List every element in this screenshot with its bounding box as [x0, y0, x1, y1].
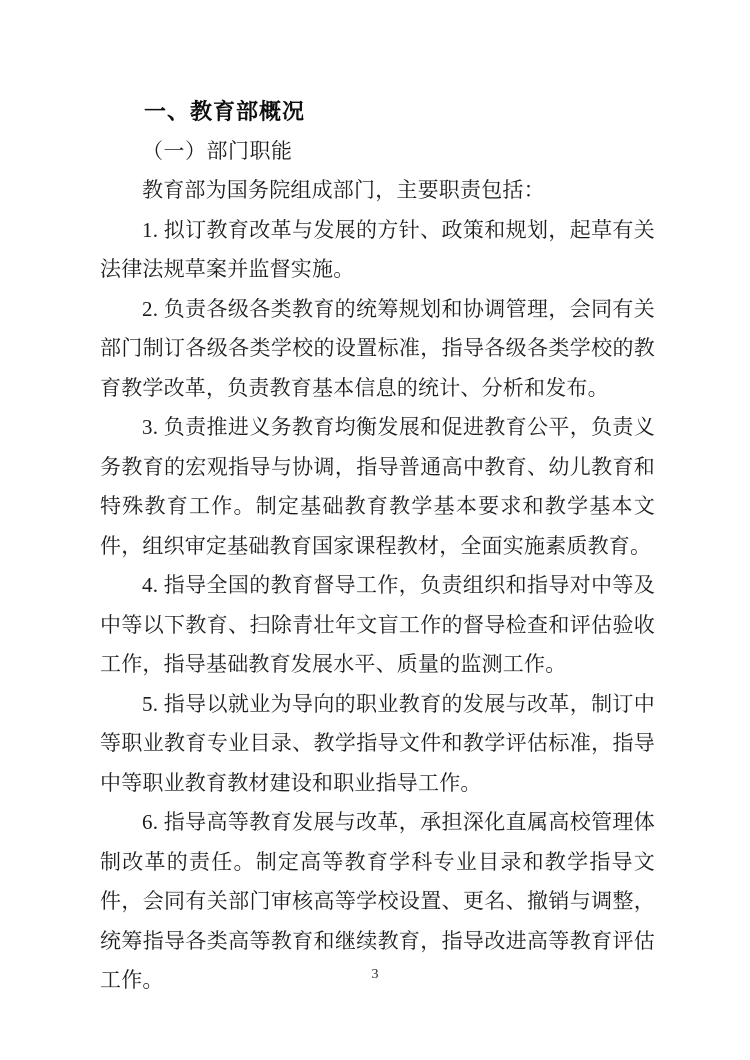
intro-paragraph: 教育部为国务院组成部门，主要职责包括： — [142, 178, 545, 202]
document-content — [100, 0, 655, 1001]
duty-paragraph-4: 4. 指导全国的教育督导工作，负责组织和指导对中等及中等以下教育、扫除青壮年文盲工作的督导检查和评估验收工作，指导基础教育发展水平、质量的监测工作。 — [100, 573, 655, 676]
section-heading: 一、教育部概况 — [144, 99, 306, 124]
duty-paragraph-2: 2. 负责各级各类教育的统筹规划和协调管理，会同有关部门制订各级各类学校的设置标准，指导各级各类学校的教育教学改革，负责教育基本信息的统计、分析和发布。 — [100, 296, 655, 400]
duty-paragraph-1: 1. 拟订教育改革与发展的方针、政策和规划，起草有关法律法规草案并监督实施。 — [100, 217, 655, 281]
duty-paragraph-5: 5. 指导以就业为导向的职业教育的发展与改革，制订中等职业教育专业目录、教学指导文件和教学评估标准，指导中等职业教育教材建设和职业指导工作。 — [100, 691, 655, 795]
duty-paragraph-3: 3. 负责推进义务教育均衡发展和促进教育公平，负责义务教育的宏观指导与协调，指导普通高中教育、幼儿教育和特殊教育工作。制定基础教育教学基本要求和教学基本文件，组织审定基础教育国家课程教材，全面实施素质教育。 — [100, 415, 655, 558]
duty-paragraph-6: 6. 指导高等教育发展与改革，承担深化直属高校管理体制改革的责任。制定高等教育学科专业目录和教学指导文件，会同有关部门审核高等学校设置、更名、撤销与调整，统筹指导各类高等教育和继续教育，指导改进高等教育评估工作。 — [100, 810, 655, 992]
subsection-heading: （一）部门职能 — [142, 138, 293, 163]
page-number: 3 — [371, 967, 379, 982]
